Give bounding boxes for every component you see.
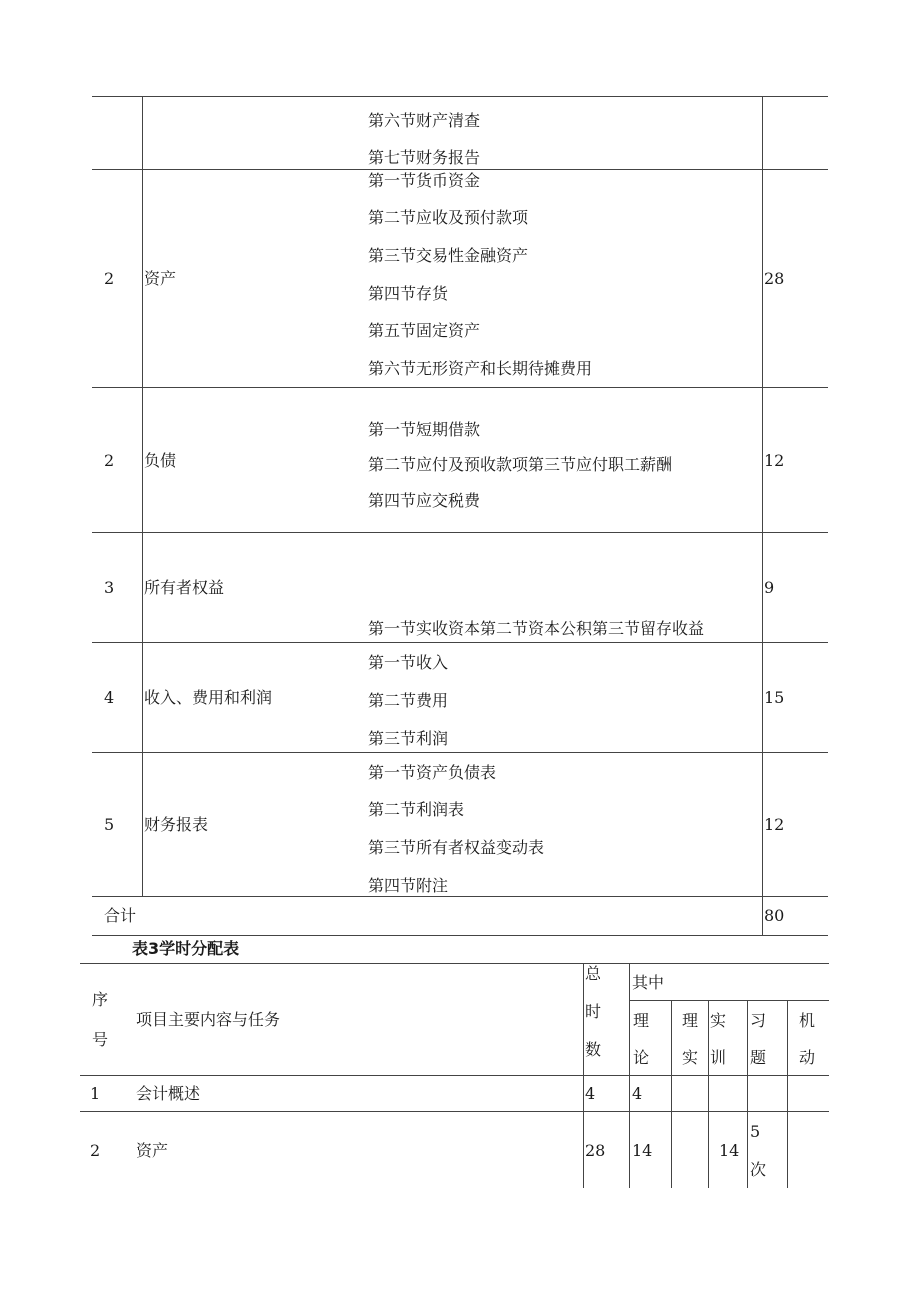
row-number: 4 bbox=[104, 688, 115, 707]
hours-value: 28 bbox=[764, 269, 785, 288]
section-item: 第一节资产负债表 bbox=[368, 763, 497, 782]
total-label: 合计 bbox=[104, 906, 137, 925]
header-total: 数 bbox=[585, 1040, 602, 1059]
row-number: 2 bbox=[104, 269, 115, 288]
table-rule bbox=[629, 963, 630, 1188]
table-rule bbox=[708, 1000, 709, 1188]
header-training: 实 bbox=[710, 1011, 727, 1030]
section-item: 第三节交易性金融资产 bbox=[368, 246, 529, 265]
row-theory: 14 bbox=[632, 1141, 653, 1160]
table-rule bbox=[671, 1000, 672, 1188]
hours-value: 15 bbox=[764, 688, 785, 707]
header-theory: 理 bbox=[633, 1011, 650, 1030]
row-content: 资产 bbox=[136, 1141, 169, 1160]
section-item: 第四节存货 bbox=[368, 284, 449, 303]
header-total: 总 bbox=[585, 964, 602, 983]
total-hours: 80 bbox=[764, 906, 785, 925]
row-training: 14 bbox=[719, 1141, 740, 1160]
row-number: 2 bbox=[104, 451, 115, 470]
table-rule bbox=[747, 1000, 748, 1188]
table-rule bbox=[80, 1111, 829, 1112]
header-training: 训 bbox=[710, 1048, 727, 1067]
chapter-title: 所有者权益 bbox=[144, 578, 225, 597]
row-number: 3 bbox=[104, 578, 115, 597]
chapter-title: 资产 bbox=[144, 269, 177, 288]
table-rule bbox=[762, 96, 763, 935]
header-content: 项目主要内容与任务 bbox=[136, 1010, 281, 1029]
section-item: 第一节实收资本第二节资本公积第三节留存收益 bbox=[368, 619, 705, 638]
row-theory: 4 bbox=[632, 1084, 643, 1103]
section-item: 第三节利润 bbox=[368, 729, 449, 748]
section-item: 第一节货币资金 bbox=[368, 171, 481, 190]
row-number: 1 bbox=[90, 1084, 101, 1103]
table-rule bbox=[92, 387, 828, 388]
section-item: 第一节收入 bbox=[368, 653, 449, 672]
table-rule bbox=[142, 96, 143, 896]
table-caption: 表3学时分配表 bbox=[132, 939, 240, 958]
table-rule bbox=[92, 532, 828, 533]
header-exercise: 习 bbox=[750, 1011, 767, 1030]
hours-value: 9 bbox=[764, 578, 775, 597]
row-exercise: 次 bbox=[750, 1160, 767, 1179]
row-content: 会计概述 bbox=[136, 1084, 201, 1103]
hours-value: 12 bbox=[764, 815, 785, 834]
row-number: 5 bbox=[104, 815, 115, 834]
table-rule bbox=[80, 1075, 829, 1076]
section-item: 第二节费用 bbox=[368, 691, 449, 710]
section-item: 第六节财产清查 bbox=[368, 111, 481, 130]
section-item: 第六节无形资产和长期待摊费用 bbox=[368, 359, 593, 378]
hours-value: 12 bbox=[764, 451, 785, 470]
header-practice: 理 bbox=[682, 1011, 699, 1030]
header-flexible: 动 bbox=[799, 1048, 816, 1067]
header-among: 其中 bbox=[632, 973, 665, 992]
row-total: 28 bbox=[585, 1141, 606, 1160]
header-exercise: 题 bbox=[750, 1048, 767, 1067]
section-item: 第二节应付及预收款项第三节应付职工薪酬 bbox=[368, 455, 673, 474]
header-seq: 序 bbox=[92, 990, 109, 1009]
table-rule bbox=[629, 1000, 829, 1001]
chapter-title: 财务报表 bbox=[144, 815, 209, 834]
header-seq: 号 bbox=[92, 1030, 109, 1049]
section-item: 第一节短期借款 bbox=[368, 420, 481, 439]
chapter-title: 负债 bbox=[144, 451, 177, 470]
header-total: 时 bbox=[585, 1002, 602, 1021]
table-rule bbox=[92, 642, 828, 643]
section-item: 第五节固定资产 bbox=[368, 321, 481, 340]
row-exercise: 5 bbox=[750, 1122, 761, 1141]
table-rule bbox=[92, 169, 828, 170]
row-total: 4 bbox=[585, 1084, 596, 1103]
header-flexible: 机 bbox=[799, 1011, 816, 1030]
section-item: 第三节所有者权益变动表 bbox=[368, 838, 545, 857]
table-rule bbox=[583, 963, 584, 1188]
table-rule bbox=[80, 963, 829, 964]
table-rule bbox=[92, 896, 828, 897]
section-item: 第二节利润表 bbox=[368, 800, 465, 819]
section-item: 第二节应收及预付款项 bbox=[368, 208, 529, 227]
section-item: 第七节财务报告 bbox=[368, 148, 481, 167]
table-rule bbox=[92, 96, 828, 97]
section-item: 第四节应交税费 bbox=[368, 491, 481, 510]
header-practice: 实 bbox=[682, 1048, 699, 1067]
header-theory: 论 bbox=[633, 1048, 650, 1067]
row-number: 2 bbox=[90, 1141, 101, 1160]
section-item: 第四节附注 bbox=[368, 876, 449, 895]
chapter-title: 收入、费用和利润 bbox=[144, 688, 273, 707]
table-rule bbox=[787, 1000, 788, 1188]
table-rule bbox=[92, 935, 828, 936]
table-rule bbox=[92, 752, 828, 753]
